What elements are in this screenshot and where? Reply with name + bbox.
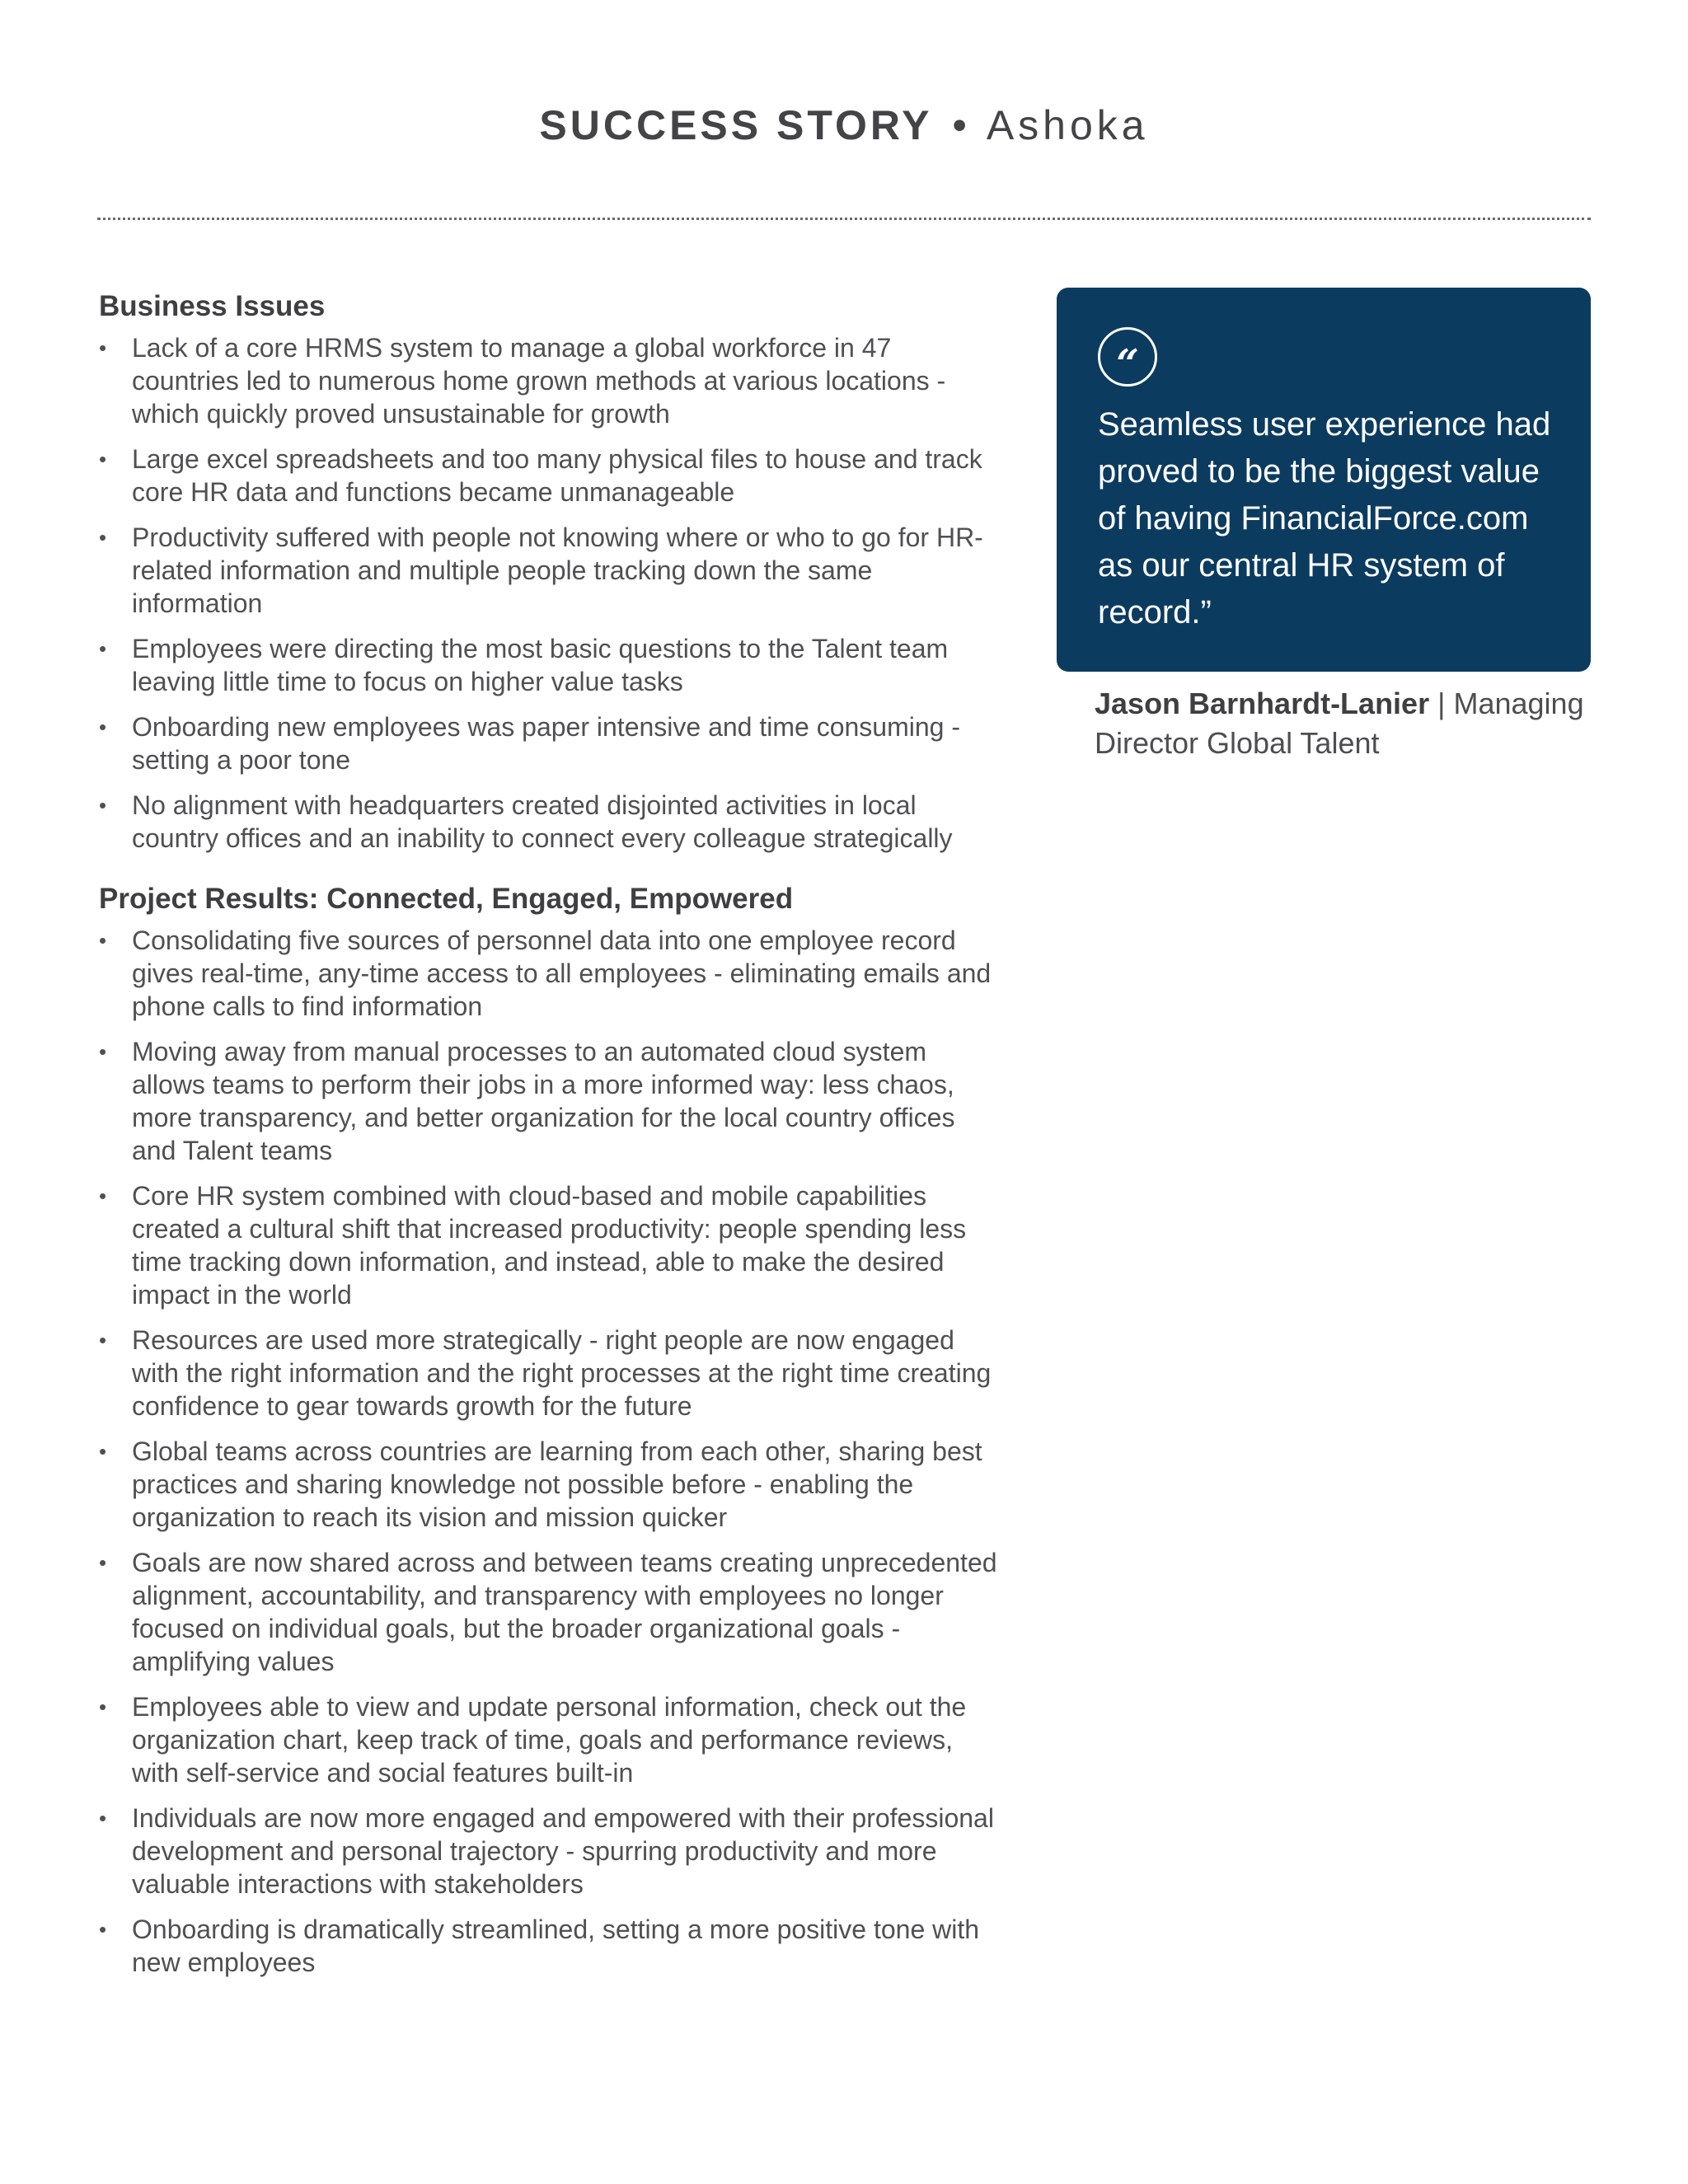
project-results-list — [99, 924, 997, 1979]
attribution-name: Jason Barnhardt-Lanier — [1095, 687, 1430, 720]
bullet-icon: • — [99, 1806, 107, 1830]
testimonial-quote-box — [1057, 288, 1591, 672]
list-item — [99, 710, 997, 776]
list-item — [99, 1802, 997, 1900]
list-item-text: Individuals are now more engaged and empowered with their professional development and personal trajectory - spurring productivity and more valuable interactions with stakeholders — [132, 1803, 994, 1899]
main-column — [99, 287, 997, 1991]
list-item — [99, 1913, 997, 1979]
list-item-text: Core HR system combined with cloud-based and mobile capabilities created a cultural shift that increased productivity: people spending less time tracking down information, and instead, able to make the desired impact in the world — [132, 1181, 967, 1310]
list-item — [99, 1035, 997, 1167]
testimonial-attribution — [1095, 684, 1589, 763]
bullet-icon: • — [99, 447, 107, 471]
header-divider — [97, 218, 1591, 220]
bullet-icon: • — [99, 636, 107, 661]
list-item — [99, 1435, 997, 1534]
list-item-text: Goals are now shared across and between teams creating unprecedented alignment, accountability, and transparency with employees no longer focused on individual goals, but the broader organizational goals - amplifying values — [132, 1548, 997, 1676]
list-item — [99, 1324, 997, 1422]
bullet-icon: • — [99, 715, 107, 739]
quote-icon: “ — [1098, 327, 1157, 387]
bullet-icon: • — [99, 793, 107, 818]
list-item — [99, 521, 997, 620]
list-item-text: Consolidating five sources of personnel data into one employee record gives real-time, any-time access to all employees - eliminating emails and phone calls to find information — [132, 926, 992, 1021]
list-item — [99, 1690, 997, 1789]
list-item — [99, 924, 997, 1023]
bullet-icon: • — [99, 525, 107, 550]
bullet-icon: • — [99, 1183, 107, 1208]
bullet-icon: • — [99, 1439, 107, 1464]
header-separator: • — [952, 102, 967, 148]
bullet-icon: • — [99, 335, 107, 360]
bullet-icon: • — [99, 1917, 107, 1942]
list-item-text: Large excel spreadsheets and too many physical files to house and track core HR data and functions became unmanageable — [132, 444, 982, 507]
business-issues-list — [99, 331, 997, 855]
list-item — [99, 632, 997, 698]
header-label: SUCCESS STORY — [539, 102, 933, 148]
list-item-text: No alignment with headquarters created disjointed activities in local country offices and an inability to connect every colleague strategically — [132, 790, 953, 853]
bullet-icon: • — [99, 1328, 107, 1352]
bullet-icon: • — [99, 1694, 107, 1719]
list-item — [99, 443, 997, 509]
list-item-text: Productivity suffered with people not knowing where or who to go for HR-related information and multiple people tracking down the same information — [132, 523, 983, 618]
attribution-separator: | — [1437, 687, 1446, 720]
testimonial-quote-text: Seamless user experience had proved to be the biggest value of having FinancialForce.com as our central HR system of record.” — [1098, 406, 1551, 630]
list-item-text: Lack of a core HRMS system to manage a global workforce in 47 countries led to numerous home grown methods at various locations - which quickly proved unsustainable for growth — [132, 333, 946, 429]
list-item — [99, 1179, 997, 1311]
list-item-text: Employees able to view and update personal information, check out the organization chart, keep track of time, goals and performance reviews, with self-service and social features built-in — [132, 1692, 967, 1788]
page-header — [0, 101, 1688, 150]
list-item-text: Onboarding is dramatically streamlined, setting a more positive tone with new employees — [132, 1915, 980, 1977]
list-item — [99, 331, 997, 430]
list-item-text: Resources are used more strategically - right people are now engaged with the right information and the right processes at the right time creating confidence to gear towards growth for the future — [132, 1325, 992, 1421]
attribution-title: Managing Director Global Talent — [1095, 687, 1584, 760]
project-results-heading: Project Results: Connected, Engaged, Empowered — [99, 883, 794, 915]
bullet-icon: • — [99, 928, 107, 953]
list-item — [99, 1546, 997, 1678]
list-item-text: Global teams across countries are learning from each other, sharing best practices and sharing knowledge not possible before - enabling the organization to reach its vision and mission quicker — [132, 1436, 982, 1532]
header-company: Ashoka — [986, 102, 1149, 148]
business-issues-heading: Business Issues — [99, 290, 326, 322]
list-item — [99, 789, 997, 855]
list-item-text: Moving away from manual processes to an automated cloud system allows teams to perform their jobs in a more informed way: less chaos, more transparency, and better organization for the local country offices and Talent teams — [132, 1037, 955, 1165]
bullet-icon: • — [99, 1550, 107, 1575]
bullet-icon: • — [99, 1039, 107, 1064]
list-item-text: Employees were directing the most basic questions to the Talent team leaving little time to focus on higher value tasks — [132, 634, 949, 696]
list-item-text: Onboarding new employees was paper intensive and time consuming - setting a poor tone — [132, 712, 960, 775]
